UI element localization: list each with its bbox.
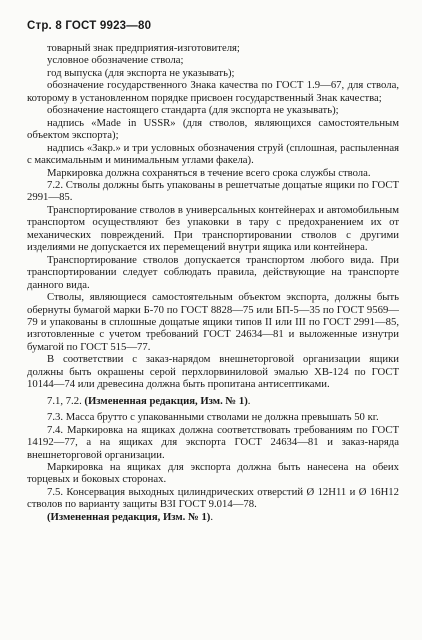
paragraph: 7.1, 7.2. (Измененная редакция, Изм. № 1). (47, 394, 251, 407)
paragraph: Стволы, являющиеся самостоятельным объектом экспорта, должны быть обернуты бумагой марки Б-70 по ГОСТ 8828—75 или БП-5—35 по ГОСТ 9569—79 и упакованы в сплошные дощатые ящики типов II или III по ГОСТ 2991—85, изготовленные с учетом требований ГОСТ 24634—81 и выложенные изнутри бумагой по ГОСТ 515—77. (27, 291, 399, 353)
paragraph: Маркировка должна сохраняться в течение всего срока службы ствола. (47, 166, 371, 179)
paragraph: В соответствии с заказ-нарядом внешнеторговой организации ящики должны быть окрашены серой перхлорвиниловой эмалью ХВ-124 по ГОСТ 10144—74 или древесина должна быть пропитана антисептиками. (27, 353, 399, 391)
paragraph: обозначение настоящего стандарта (для экспорта не указывать); (47, 104, 339, 117)
paragraph: обозначение государственного Знака качества по ГОСТ 1.9—67, для ствола, которому в установленном порядке присвоен государственный Знак качества; (27, 79, 399, 104)
paragraph: Транспортирование стволов в универсальных контейнерах и автомобильным транспортом осуществляют без упаковки в тару с предохранением их от механических повреждений. При транспортировании стволов с другими изделиями не допускается их перемещений внутри ящика или контейнера. (27, 203, 399, 254)
paragraph: (Измененная редакция, Изм. № 1). (47, 510, 214, 523)
page-header: Стр. 8 ГОСТ 9923—80 (27, 20, 152, 32)
paragraph: год выпуска (для экспорта не указывать); (47, 66, 235, 79)
paragraph: 7.3. Масса брутто с упакованными стволами не должна превышать 50 кг. (47, 411, 379, 424)
paragraph: надпись «Закр.» и три условных обозначения струй (сплошная, распыленная с максимальным и минимальным углами факела). (27, 141, 399, 167)
paragraph: условное обозначение ствола; (47, 54, 184, 67)
paragraph: товарный знак предприятия-изготовителя; (47, 42, 240, 54)
paragraph: Транспортирование стволов допускается транспортом любого вида. При транспортировании следует соблюдать правила, действующие на транспорте данного вида. (27, 253, 399, 291)
body-text (27, 42, 399, 523)
paragraph: 7.5. Консервация выходных цилиндрических отверстий Ø 12Н11 и Ø 16Н12 стволов по варианту защиты В3І ГОСТ 9.014—78. (27, 485, 399, 511)
paragraph: 7.4. Маркировка на ящиках должна соответствовать требованиям по ГОСТ 14192—77, а на ящиках для экспорта ГОСТ 24634—81 и заказ-наряда внешнеторговой организации. (27, 423, 399, 461)
paragraph: Маркировка на ящиках для экспорта должна быть нанесена на обеих торцевых и боковых сторонах. (27, 460, 399, 486)
paragraph: надпись «Made in USSR» (для стволов, являющихся самостоятельным объектом экспорта); (27, 116, 399, 142)
paragraph: 7.2. Стволы должны быть упакованы в решетчатые дощатые ящики по ГОСТ 2991—85. (27, 178, 399, 204)
